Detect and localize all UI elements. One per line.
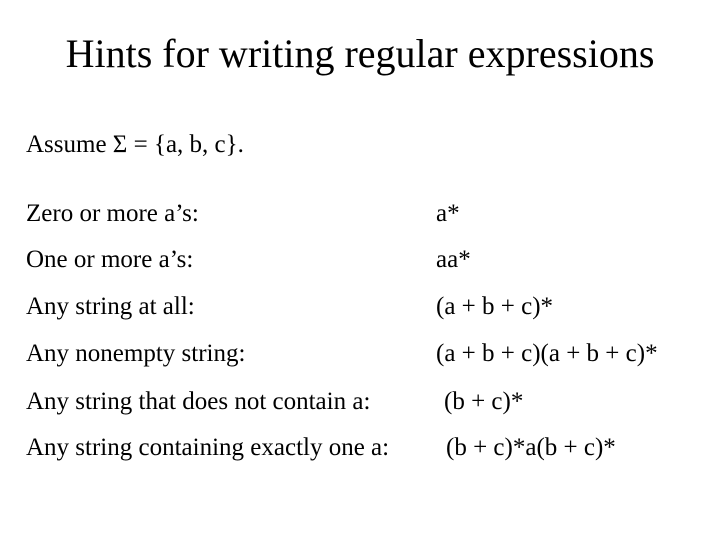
hint-description: Any nonempty string: [26, 340, 246, 367]
hint-expression: a* [436, 200, 460, 227]
hint-description: Any string that does not contain a: [26, 388, 371, 415]
hint-expression: (a + b + c)(a + b + c)* [436, 340, 658, 367]
hint-expression: (a + b + c)* [436, 293, 554, 320]
hint-expression: aa* [436, 246, 471, 273]
hint-expression: (b + c)*a(b + c)* [446, 434, 616, 461]
hint-description: Any string at all: [26, 293, 195, 320]
slide-title: Hints for writing regular expressions [65, 31, 655, 76]
hint-expression: (b + c)* [444, 388, 524, 415]
hint-description: Any string containing exactly one a: [26, 434, 390, 461]
hint-description: One or more a’s: [26, 246, 194, 273]
alphabet-assumption: Assume Σ = {a, b, c}. [26, 131, 244, 158]
hint-description: Zero or more a’s: [26, 200, 199, 227]
